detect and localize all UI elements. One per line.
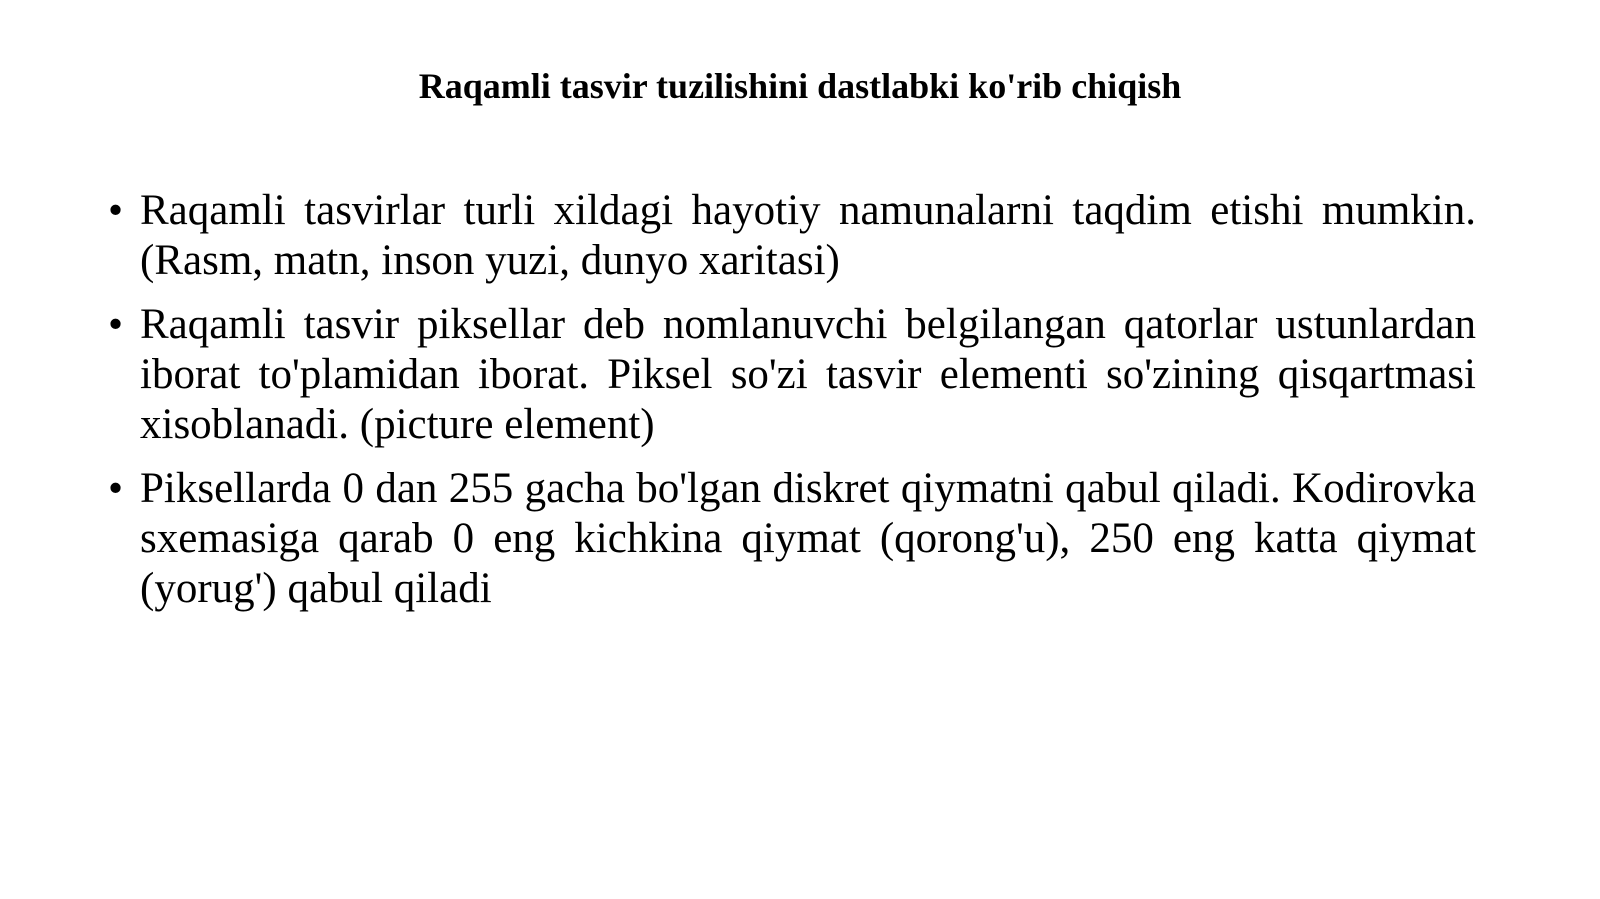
bullet-dot-icon: • bbox=[108, 301, 124, 348]
bullet-item bbox=[108, 464, 1476, 614]
slide-title: Raqamli tasvir tuzilishini dastlabki ko'rib chiqish bbox=[418, 66, 1182, 106]
bullet-text: Piksellarda 0 dan 255 gacha bo'lgan diskret qiymatni qabul qiladi. Kodirovka sxemasiga qarab 0 eng kichkina qiymat (qorong'u), 250 eng katta qiymat (yorug') qabul qiladi bbox=[140, 465, 1476, 612]
bullet-item bbox=[108, 186, 1476, 286]
bullet-list bbox=[108, 186, 1476, 628]
bullet-item bbox=[108, 300, 1476, 450]
bullet-dot-icon: • bbox=[108, 465, 124, 512]
bullet-text: Raqamli tasvirlar turli xildagi hayotiy namunalarni taqdim etishi mumkin. (Rasm, matn, inson yuzi, dunyo xaritasi) bbox=[140, 187, 1476, 284]
bullet-dot-icon: • bbox=[108, 187, 124, 234]
bullet-text: Raqamli tasvir piksellar deb nomlanuvchi belgilangan qatorlar ustunlardan iborat to'plamidan iborat. Piksel so'zi tasvir elementi so'zining qisqartmasi xisoblanadi. (picture element) bbox=[140, 301, 1476, 448]
